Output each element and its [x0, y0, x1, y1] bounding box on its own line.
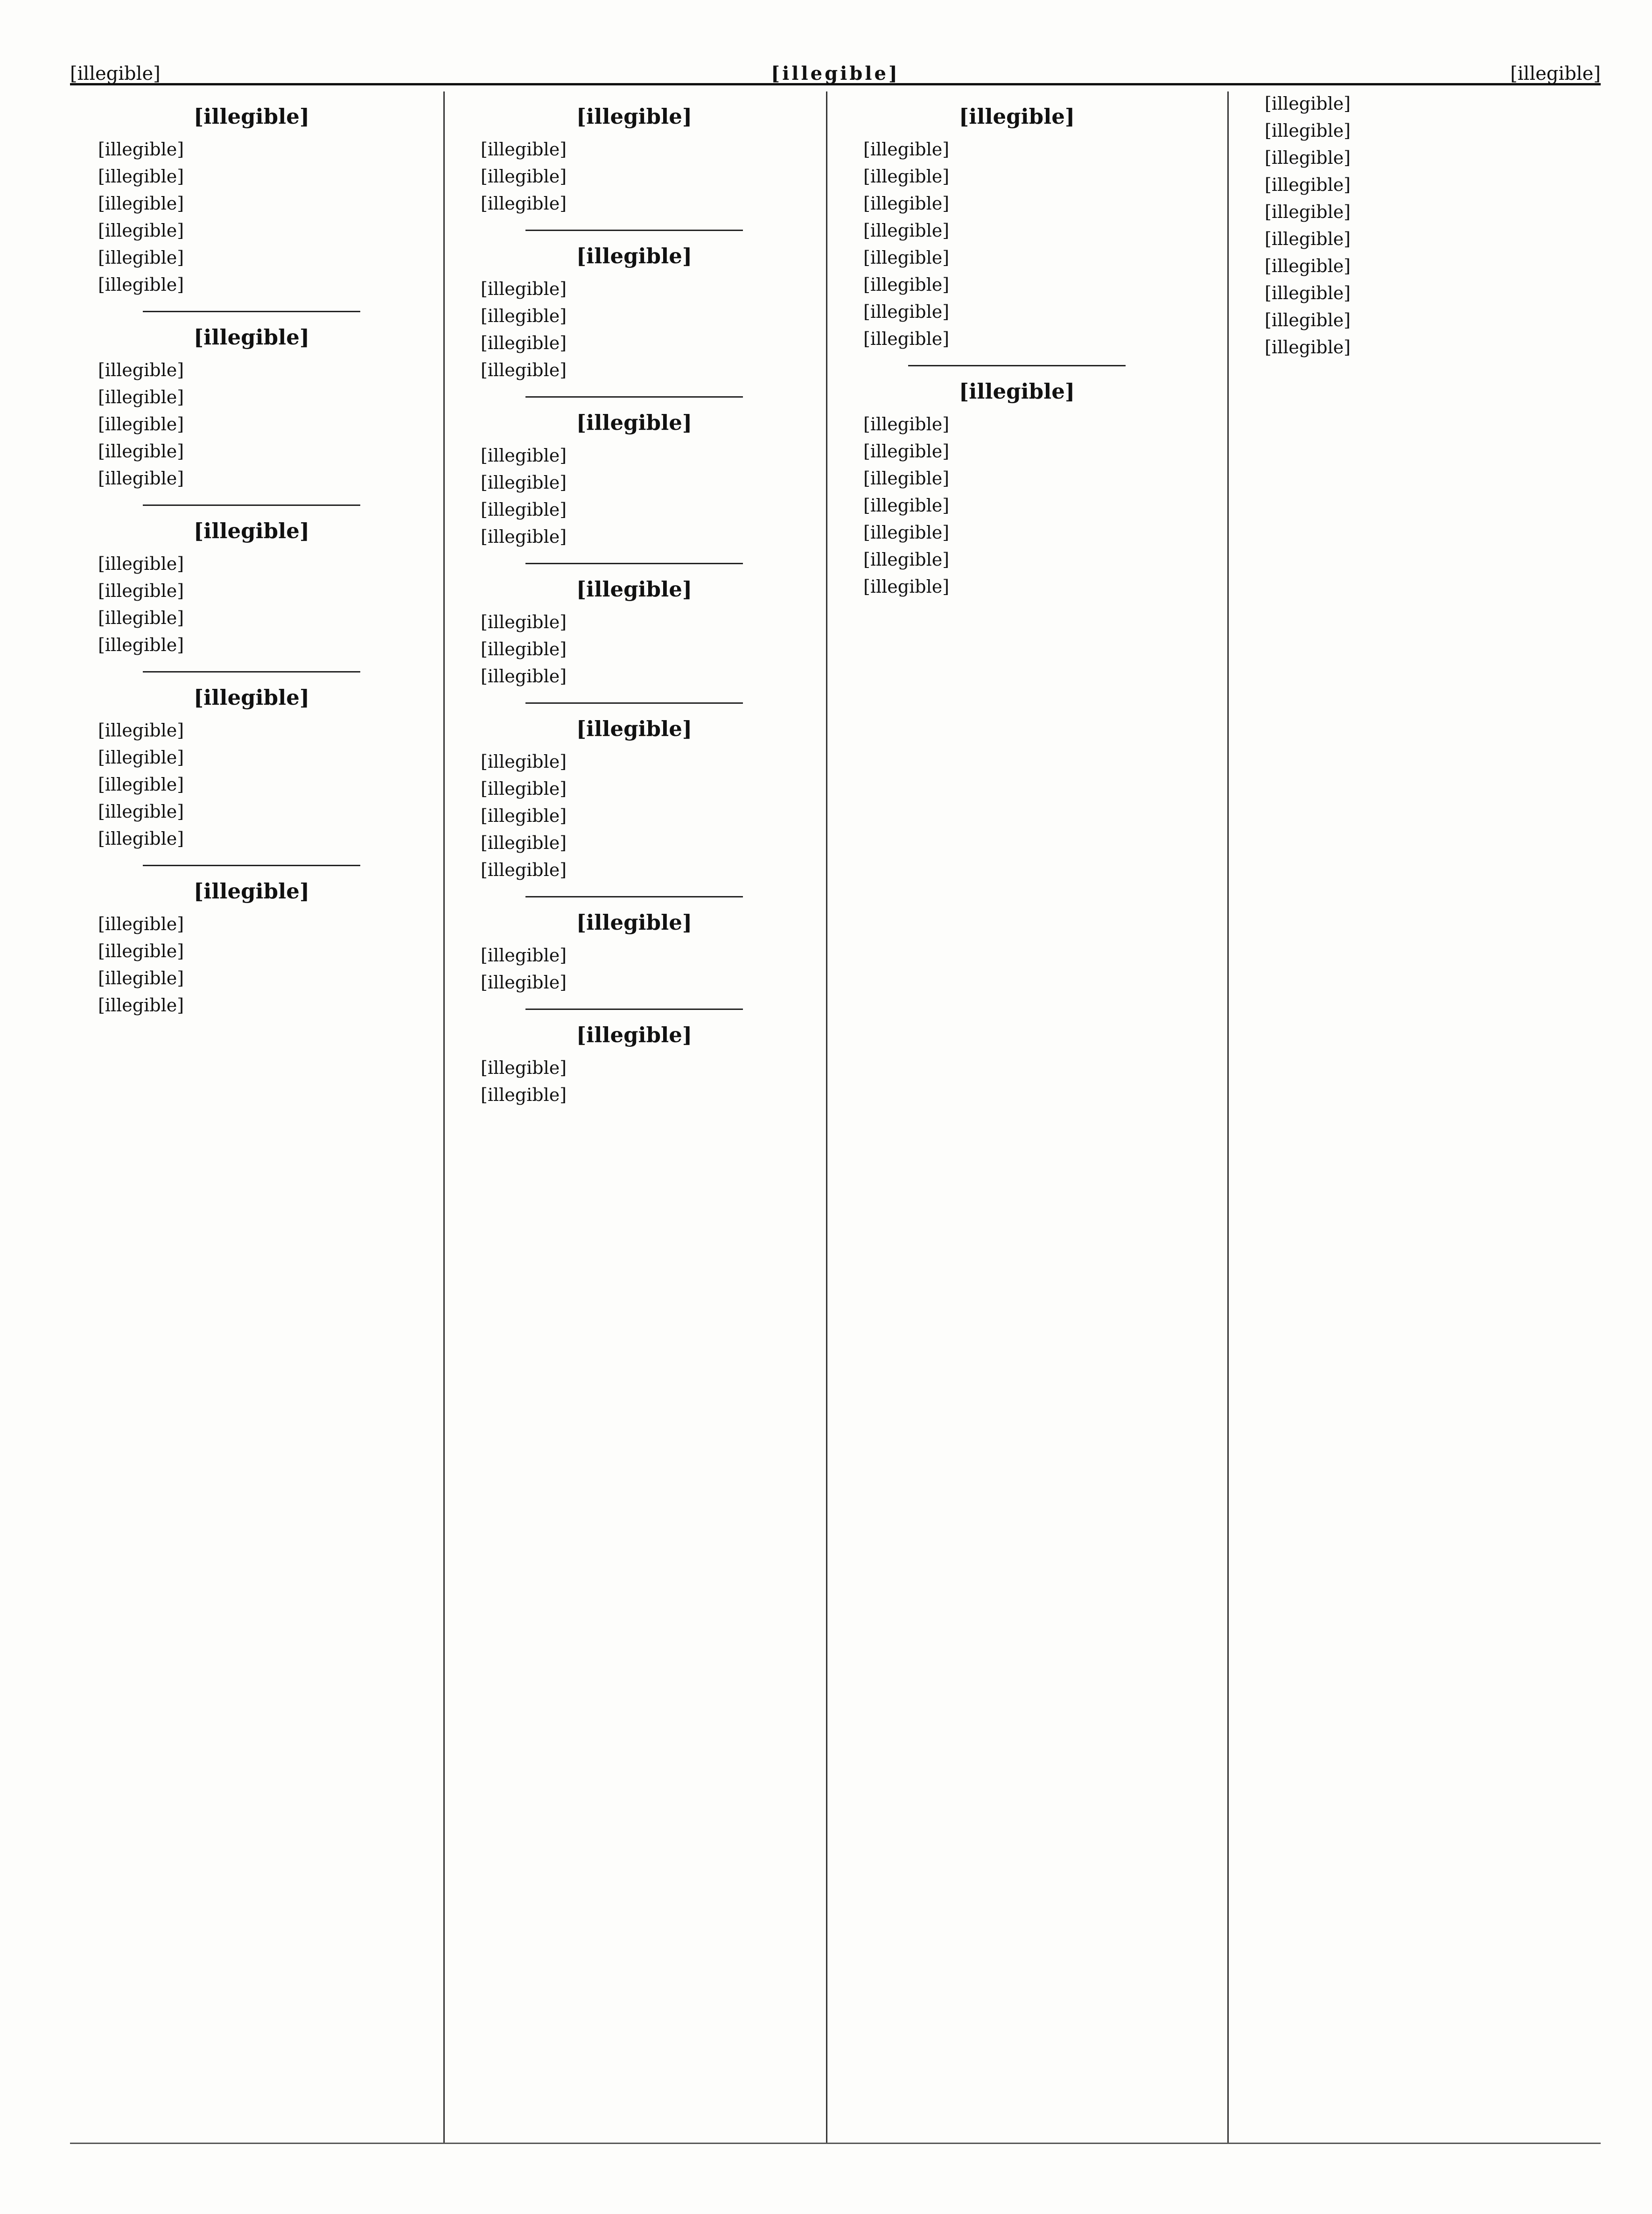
article-paragraph: [illegible] [98, 220, 184, 241]
article [70, 671, 433, 851]
article-paragraph: [illegible] [481, 666, 567, 687]
article-paragraph: [illegible] [98, 441, 184, 462]
article-paragraph: [illegible] [98, 801, 184, 822]
article-paragraph: [illegible] [481, 526, 567, 547]
article-paragraph: [illegible] [98, 247, 184, 268]
article-paragraph: [illegible] [863, 522, 950, 543]
article-paragraph: [illegible] [98, 554, 184, 574]
article-paragraph: [illegible] [863, 220, 950, 241]
article-paragraph: [illegible] [481, 360, 567, 380]
article-divider [908, 365, 1126, 366]
article-paragraph: [illegible] [98, 720, 184, 741]
article-paragraph: [illegible] [98, 139, 184, 160]
article-paragraph: [illegible] [481, 445, 567, 466]
article-title: [illegible] [576, 244, 693, 268]
article-divider [143, 671, 361, 673]
dateline: [illegible] [1510, 63, 1601, 84]
article [453, 230, 816, 382]
article-paragraph: [illegible] [98, 360, 184, 380]
article-paragraph: [illegible] [98, 968, 184, 988]
article-paragraph: [illegible] [98, 414, 184, 434]
article-divider [143, 311, 361, 312]
article-paragraph: [illegible] [98, 274, 184, 295]
article-paragraph: [illegible] [1265, 120, 1351, 141]
article [453, 396, 816, 549]
article-paragraph: [illegible] [481, 499, 567, 520]
masthead: [illegible] [771, 63, 900, 84]
article [70, 504, 433, 657]
article-paragraph: [illegible] [481, 333, 567, 353]
article-title: [illegible] [193, 518, 310, 543]
article-title: [illegible] [959, 379, 1075, 404]
article-divider [525, 230, 743, 231]
article [1237, 91, 1600, 359]
article-paragraph: [illegible] [1265, 93, 1351, 114]
article-paragraph: [illegible] [1265, 256, 1351, 276]
article-paragraph: [illegible] [863, 468, 950, 489]
article-divider [525, 396, 743, 398]
article-paragraph: [illegible] [863, 301, 950, 322]
article-title: [illegible] [576, 577, 693, 602]
article-paragraph: [illegible] [481, 945, 567, 966]
article [70, 103, 433, 297]
article-paragraph: [illegible] [481, 806, 567, 826]
article-paragraph: [illegible] [863, 549, 950, 570]
column-divider [443, 91, 445, 2144]
article-title: [illegible] [959, 104, 1075, 129]
article-paragraph: [illegible] [1265, 283, 1351, 303]
article [453, 1009, 816, 1107]
column-divider [826, 91, 827, 2144]
article [453, 563, 816, 688]
article-paragraph: [illegible] [863, 576, 950, 597]
article-paragraph: [illegible] [863, 247, 950, 268]
article-title: [illegible] [576, 910, 693, 935]
article-divider [525, 1009, 743, 1010]
article-paragraph: [illegible] [863, 193, 950, 214]
article-title: [illegible] [193, 104, 310, 129]
article-paragraph: [illegible] [98, 166, 184, 187]
article-paragraph: [illegible] [98, 468, 184, 489]
article-paragraph: [illegible] [98, 193, 184, 214]
article-title: [illegible] [576, 104, 693, 129]
article-paragraph: [illegible] [481, 639, 567, 659]
article-paragraph: [illegible] [98, 635, 184, 655]
footer-rule [70, 2143, 1601, 2144]
article-paragraph: [illegible] [98, 747, 184, 768]
article-paragraph: [illegible] [481, 472, 567, 493]
column-3 [835, 91, 1198, 2144]
article-title: [illegible] [193, 879, 310, 904]
article-title: [illegible] [576, 716, 693, 741]
article-paragraph: [illegible] [98, 581, 184, 601]
article-paragraph: [illegible] [481, 860, 567, 880]
column-1 [70, 91, 433, 2144]
column-2 [453, 91, 816, 2144]
article [70, 865, 433, 1017]
article [835, 103, 1198, 351]
article-paragraph: [illegible] [98, 941, 184, 961]
article [70, 311, 433, 490]
article-paragraph: [illegible] [1265, 337, 1351, 357]
article-title: [illegible] [193, 685, 310, 710]
article-paragraph: [illegible] [481, 193, 567, 214]
article-paragraph: [illegible] [98, 774, 184, 795]
article-divider [143, 504, 361, 506]
article [453, 103, 816, 216]
article-paragraph: [illegible] [481, 833, 567, 853]
article-paragraph: [illegible] [481, 1085, 567, 1105]
article-paragraph: [illegible] [481, 612, 567, 632]
article-paragraph: [illegible] [1265, 229, 1351, 249]
article-divider [525, 702, 743, 704]
article-title: [illegible] [576, 1023, 693, 1047]
article-paragraph: [illegible] [98, 387, 184, 407]
article-paragraph: [illegible] [863, 441, 950, 462]
article-paragraph: [illegible] [481, 306, 567, 326]
article [835, 365, 1198, 599]
article-paragraph: [illegible] [98, 995, 184, 1016]
article-paragraph: [illegible] [863, 274, 950, 295]
article-paragraph: [illegible] [1265, 147, 1351, 168]
article-paragraph: [illegible] [863, 495, 950, 516]
article-paragraph: [illegible] [481, 139, 567, 160]
article-divider [525, 896, 743, 897]
column-4 [1237, 91, 1600, 2144]
article-paragraph: [illegible] [481, 972, 567, 993]
article-paragraph: [illegible] [481, 778, 567, 799]
header-rule [70, 83, 1601, 85]
article-paragraph: [illegible] [481, 166, 567, 187]
article-paragraph: [illegible] [481, 751, 567, 772]
article [453, 702, 816, 882]
page-number: [illegible] [70, 63, 161, 84]
article [453, 896, 816, 995]
article-paragraph: [illegible] [1265, 310, 1351, 330]
article-divider [525, 563, 743, 564]
article-paragraph: [illegible] [98, 828, 184, 849]
article-paragraph: [illegible] [481, 279, 567, 299]
article-paragraph: [illegible] [98, 608, 184, 628]
article-title: [illegible] [193, 325, 310, 350]
article-paragraph: [illegible] [863, 166, 950, 187]
page-header [70, 55, 1601, 95]
article-divider [143, 865, 361, 866]
article-paragraph: [illegible] [863, 139, 950, 160]
article-title: [illegible] [576, 410, 693, 435]
article-paragraph: [illegible] [481, 1058, 567, 1078]
article-paragraph: [illegible] [863, 414, 950, 434]
article-paragraph: [illegible] [863, 329, 950, 349]
article-paragraph: [illegible] [1265, 175, 1351, 195]
article-paragraph: [illegible] [1265, 202, 1351, 222]
column-divider [1227, 91, 1229, 2144]
article-paragraph: [illegible] [98, 914, 184, 934]
